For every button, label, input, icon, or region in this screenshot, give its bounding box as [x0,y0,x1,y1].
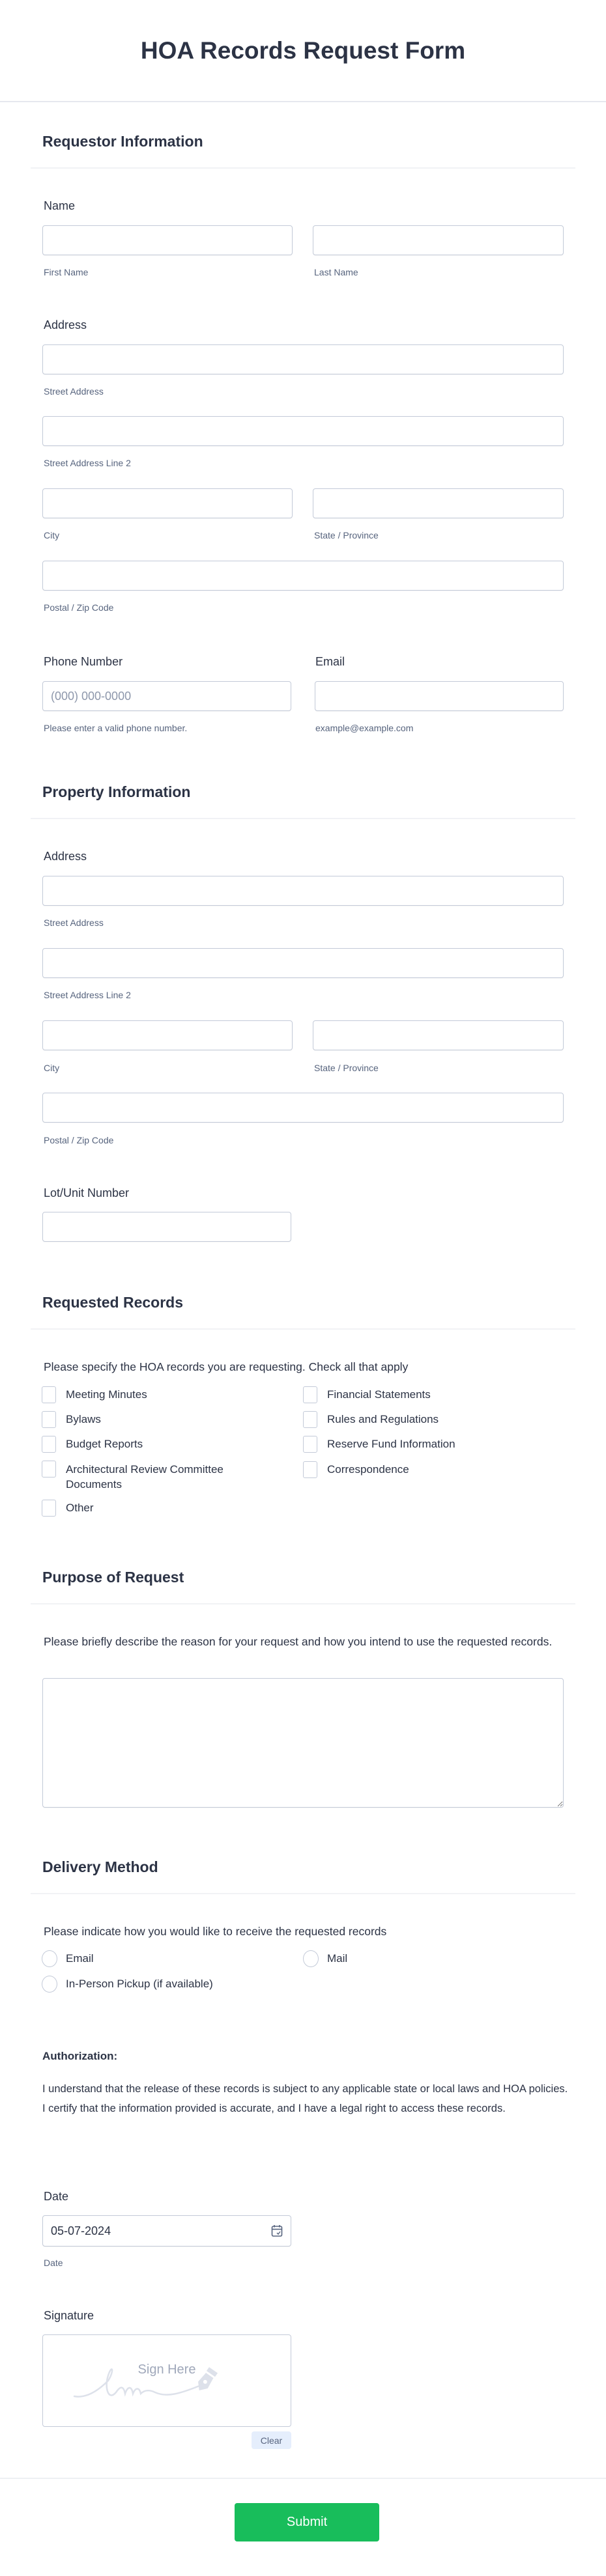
purpose-instruction: Please briefly describe the reason for your request and how you intend to use the requested records. [44,1635,553,1648]
option-label: Meeting Minutes [66,1388,147,1401]
signature-scribble-icon [69,2361,265,2407]
property-city-input[interactable] [42,1020,293,1050]
authorization-text: I understand that the release of these records is subject to any applicable state or local laws and HOA policies. I certify that the information provided is accurate, and I have a legal right to access these records. [42,2083,568,2114]
radio-mail[interactable] [303,1950,319,1967]
lot-unit-input[interactable] [42,1212,291,1242]
sign-here-placeholder: Sign Here [137,2362,196,2377]
phone-input[interactable] [42,681,291,711]
page-title: HOA Records Request Form [140,37,466,64]
property-state-sublabel: State / Province [314,1063,379,1073]
section-heading-requestor: Requestor Information [42,133,203,150]
email-label: Email [315,655,345,668]
option-label: Bylaws [66,1413,101,1425]
city-input[interactable] [42,488,293,518]
first-name-input[interactable] [42,225,293,255]
checkbox-reserve-fund[interactable] [303,1436,317,1453]
option-label: Reserve Fund Information [327,1438,455,1450]
divider [31,1893,575,1894]
property-state-input[interactable] [313,1020,564,1050]
street-address-line2-sublabel: Street Address Line 2 [44,458,131,468]
name-label: Name [44,199,76,212]
authorization-heading: Authorization: [42,2050,118,2062]
property-street2-input[interactable] [42,948,564,978]
checkbox-other[interactable] [42,1500,56,1517]
option-label: Budget Reports [66,1438,143,1450]
divider [31,1603,575,1604]
property-street-input[interactable] [42,876,564,906]
option-label: Rules and Regulations [327,1413,439,1425]
email-help: example@example.com [315,723,414,733]
delivery-instruction: Please indicate how you would like to receive the requested records [44,1925,387,1938]
section-heading-purpose: Purpose of Request [42,1569,184,1586]
records-instruction: Please specify the HOA records you are requesting. Check all that apply [44,1360,409,1373]
email-input[interactable] [315,681,564,711]
date-sublabel: Date [44,2258,63,2268]
date-input[interactable] [42,2215,291,2247]
checkbox-architectural-review[interactable] [42,1461,56,1477]
property-address-label: Address [44,850,87,863]
postal-code-input[interactable] [42,561,564,591]
checkbox-correspondence[interactable] [303,1461,317,1478]
city-sublabel: City [44,530,60,540]
signature-label: Signature [44,2309,94,2322]
checkbox-budget-reports[interactable] [42,1436,56,1453]
date-value: 05-07-2024 [51,2224,111,2237]
signature-pad[interactable] [42,2334,291,2427]
checkbox-bylaws[interactable] [42,1411,56,1428]
state-sublabel: State / Province [314,530,379,540]
date-label: Date [44,2190,69,2203]
section-heading-delivery: Delivery Method [42,1858,158,1875]
property-city-sublabel: City [44,1063,60,1073]
street-address-line2-input[interactable] [42,416,564,446]
section-heading-property: Property Information [42,783,191,800]
submit-button[interactable]: Submit [235,2503,379,2541]
phone-label: Phone Number [44,655,123,668]
address-label: Address [44,318,87,331]
checkbox-financial-statements[interactable] [303,1386,317,1403]
option-label: Email [66,1952,94,1965]
property-street2-sublabel: Street Address Line 2 [44,990,131,1000]
radio-in-person-pickup[interactable] [42,1976,57,1993]
street-address-input[interactable] [42,344,564,374]
last-name-sublabel: Last Name [314,267,358,277]
option-label: Other [66,1502,94,1514]
property-postal-input[interactable] [42,1093,564,1123]
first-name-sublabel: First Name [44,267,89,277]
property-postal-sublabel: Postal / Zip Code [44,1135,114,1145]
street-address-sublabel: Street Address [44,386,104,397]
calendar-icon[interactable] [271,2224,283,2237]
lot-unit-label: Lot/Unit Number [44,1186,130,1199]
clear-signature-button[interactable]: Clear [252,2431,291,2449]
divider [31,1328,575,1330]
property-street-sublabel: Street Address [44,917,104,928]
divider [31,167,575,169]
last-name-input[interactable] [313,225,564,255]
option-label: Correspondence [327,1463,409,1476]
option-label: Financial Statements [327,1388,431,1401]
divider [31,818,575,819]
option-label: In-Person Pickup (if available) [66,1978,213,1990]
option-label: Mail [327,1952,348,1965]
section-heading-records: Requested Records [42,1294,184,1311]
phone-help: Please enter a valid phone number. [44,723,188,733]
checkbox-rules-regulations[interactable] [303,1411,317,1428]
purpose-textarea[interactable] [42,1678,564,1808]
pen-nib-icon [194,2367,218,2394]
radio-email[interactable] [42,1950,57,1967]
option-label: Architectural Review Committee Documents [66,1463,224,1491]
checkbox-meeting-minutes[interactable] [42,1386,56,1403]
postal-code-sublabel: Postal / Zip Code [44,602,114,613]
state-input[interactable] [313,488,564,518]
